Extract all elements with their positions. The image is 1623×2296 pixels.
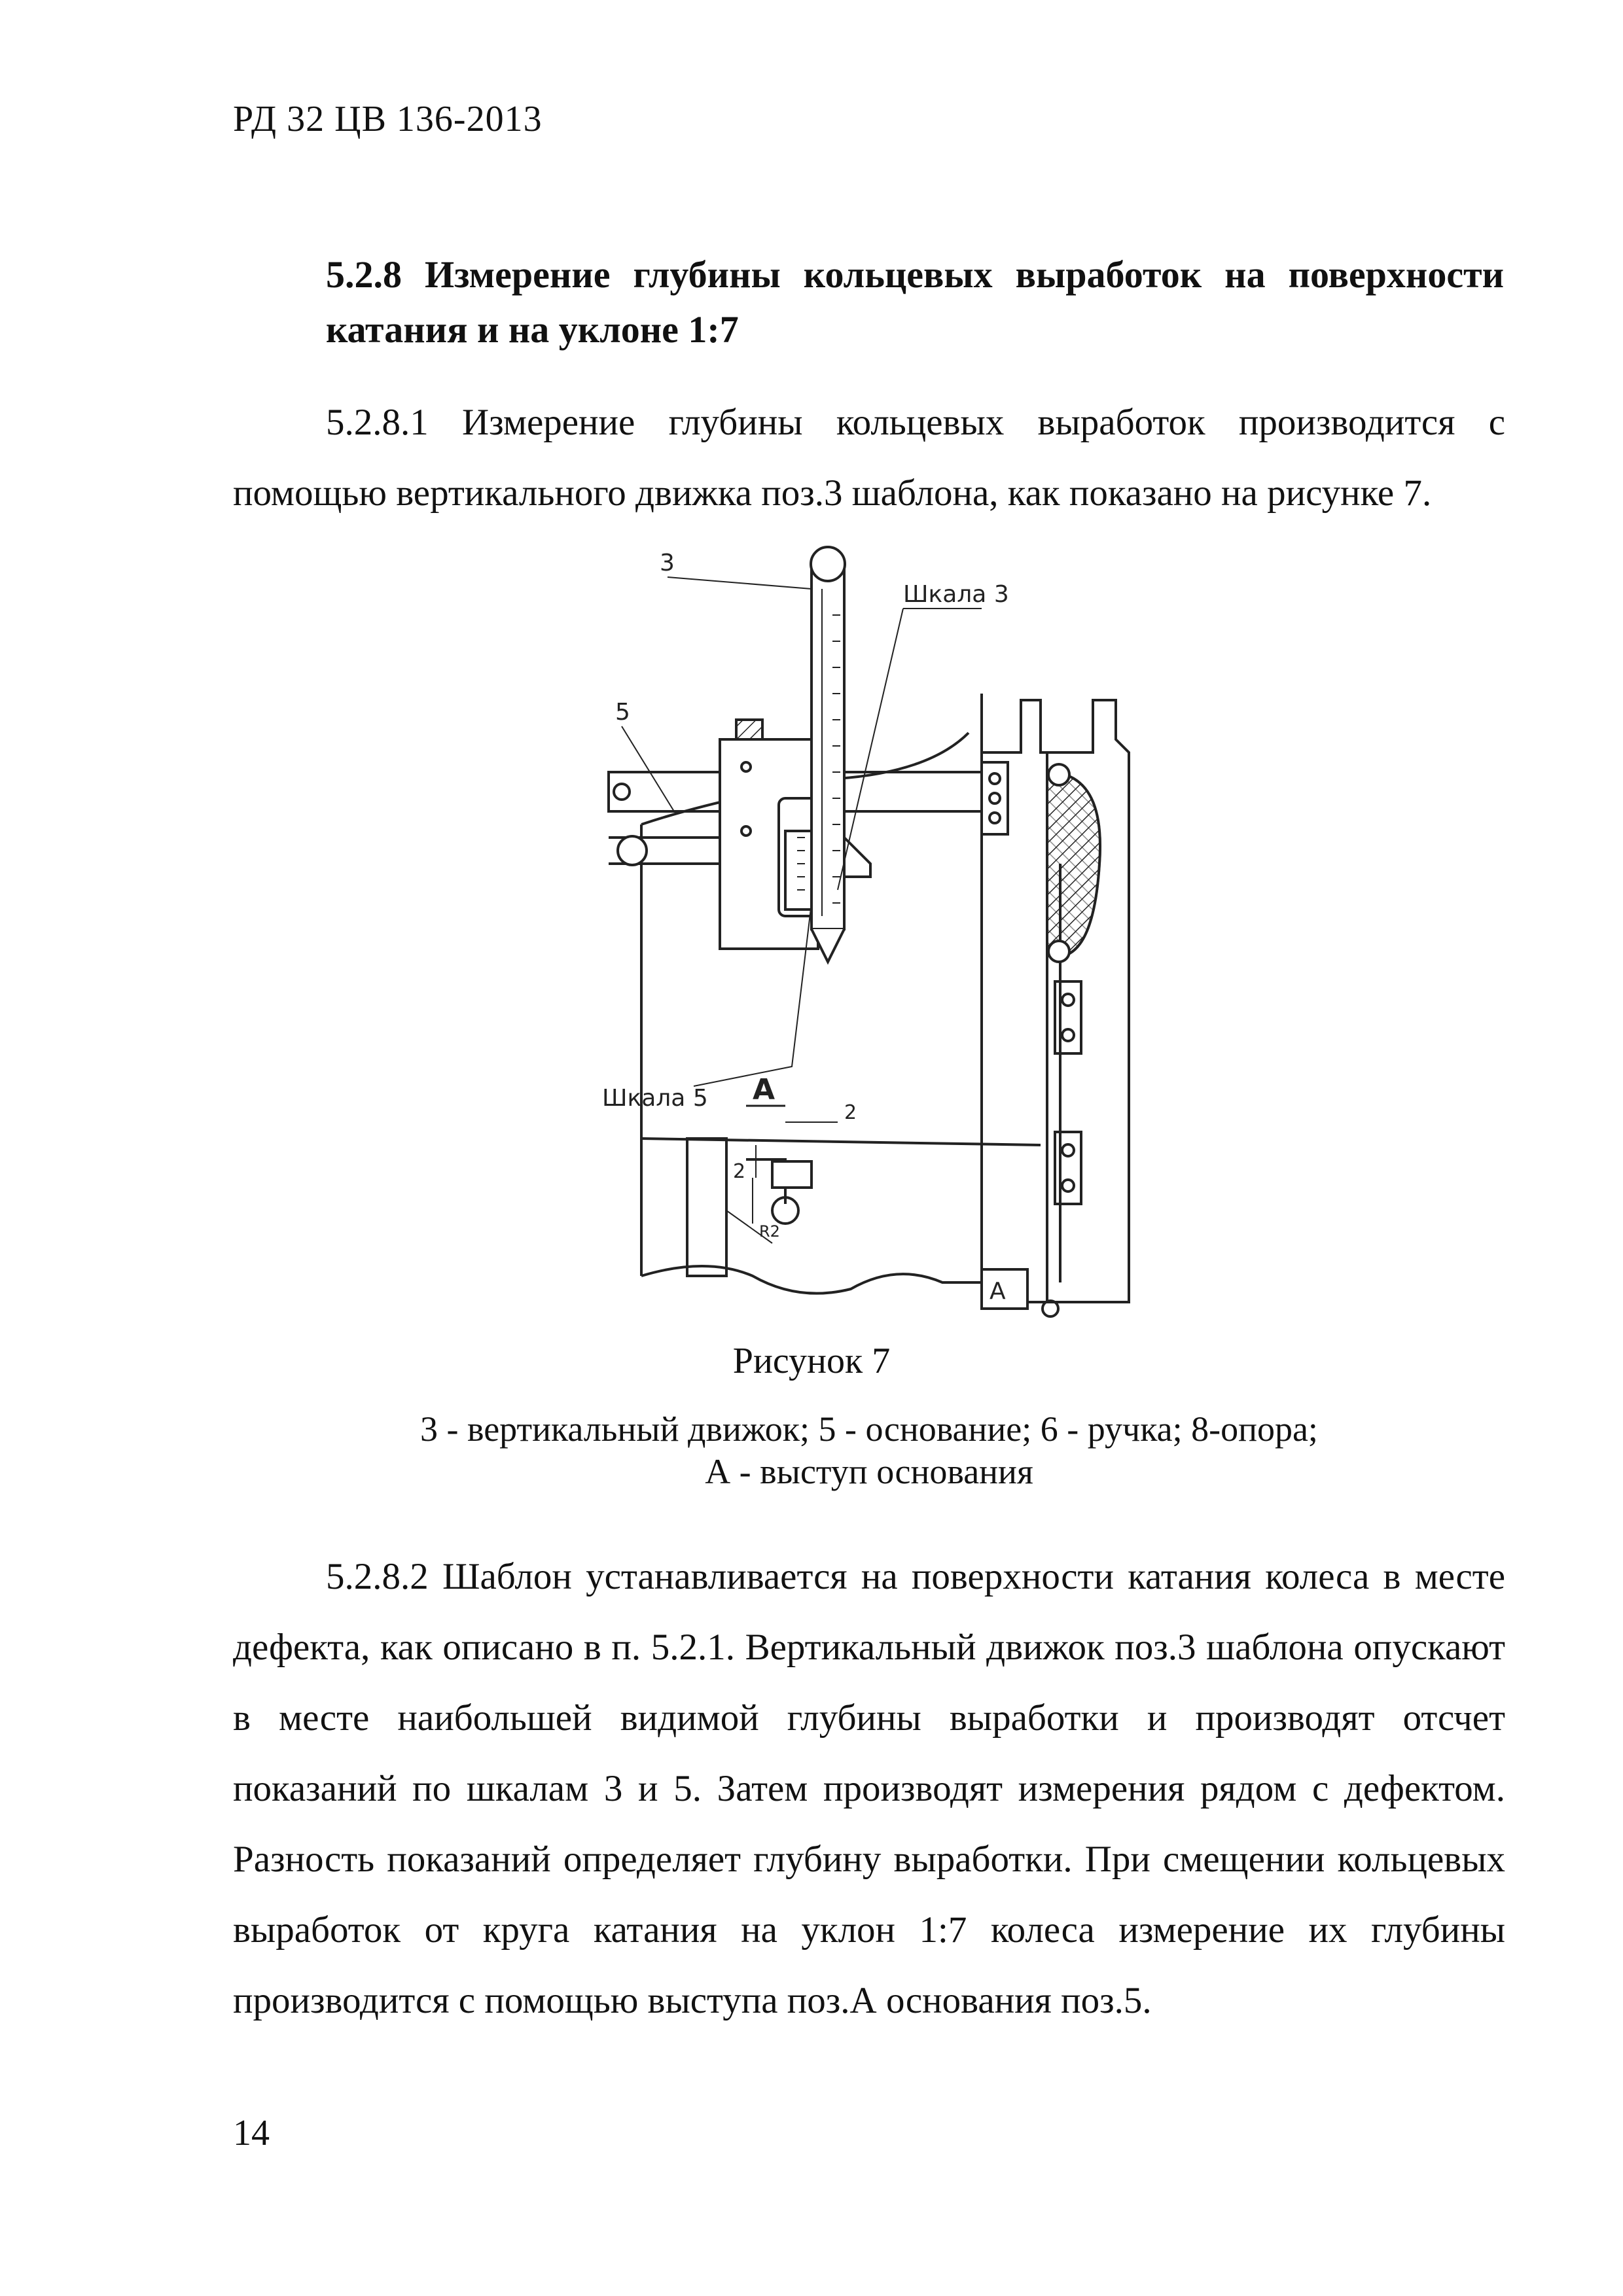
- handle-pin-top: [1048, 764, 1069, 785]
- figure-7: [589, 523, 1152, 1335]
- section-heading: 5.2.8 Измерение глубины кольцевых выработок на поверхности катания и на уклоне 1:7: [326, 253, 1504, 351]
- detail-a-projection: [772, 1161, 812, 1188]
- label-dim-2-vertical: 2: [733, 1160, 746, 1183]
- paragraph-5-2-8-1: 5.2.8.1 Измерение глубины кольцевых выработок производится с помощью вертикального движка поз.3 шаблона, как показано на рисунке 7.: [233, 402, 1505, 514]
- handle-pin-bottom: [1048, 941, 1069, 962]
- lock-screw: [736, 720, 762, 739]
- label-dim-r: R2: [759, 1222, 780, 1241]
- figure-legend: [233, 1408, 1505, 1493]
- body-slot: [687, 1139, 726, 1276]
- slider-top-roller: [811, 547, 845, 581]
- document-code: РД 32 ЦВ 136-2013: [233, 99, 543, 139]
- label-pos-5: 5: [615, 699, 630, 726]
- label-view-a: А: [753, 1073, 776, 1106]
- template-drawing: [589, 523, 1152, 1335]
- label-scale-3: Шкала 3: [903, 581, 1009, 608]
- label-scale-5: Шкала 5: [602, 1085, 708, 1112]
- legend-line-1: 3 - вертикальный движок; 5 - основание; 6 - ручка; 8-опора;: [420, 1409, 1318, 1449]
- legend-line-2: А - выступ основания: [705, 1451, 1033, 1491]
- lower-roller: [618, 836, 647, 865]
- paragraph-5-2-8-2: 5.2.8.2 Шаблон устанавливается на поверхности катания колеса в месте дефекта, как описано в п. 5.2.1. Вертикальный движок поз.3 шаблона опускают в месте наибольшей видимой глубины выработки и производят отсчет показаний по шкалам 3 и 5. Затем производят измерения рядом с дефектом. Разность показаний определяет глубину выработки. При смещении кольцевых выработок от круга катания на уклон 1:7 колеса измерение их глубины производится с помощью выступа поз.А основания поз.5.: [233, 1556, 1505, 2021]
- label-pos-3: 3: [660, 550, 675, 576]
- label-dim-2-horizontal: 2: [844, 1101, 857, 1124]
- figure-caption: Рисунок 7: [732, 1341, 891, 1381]
- page-number: 14: [233, 2113, 270, 2153]
- label-projection-a: А: [990, 1278, 1006, 1305]
